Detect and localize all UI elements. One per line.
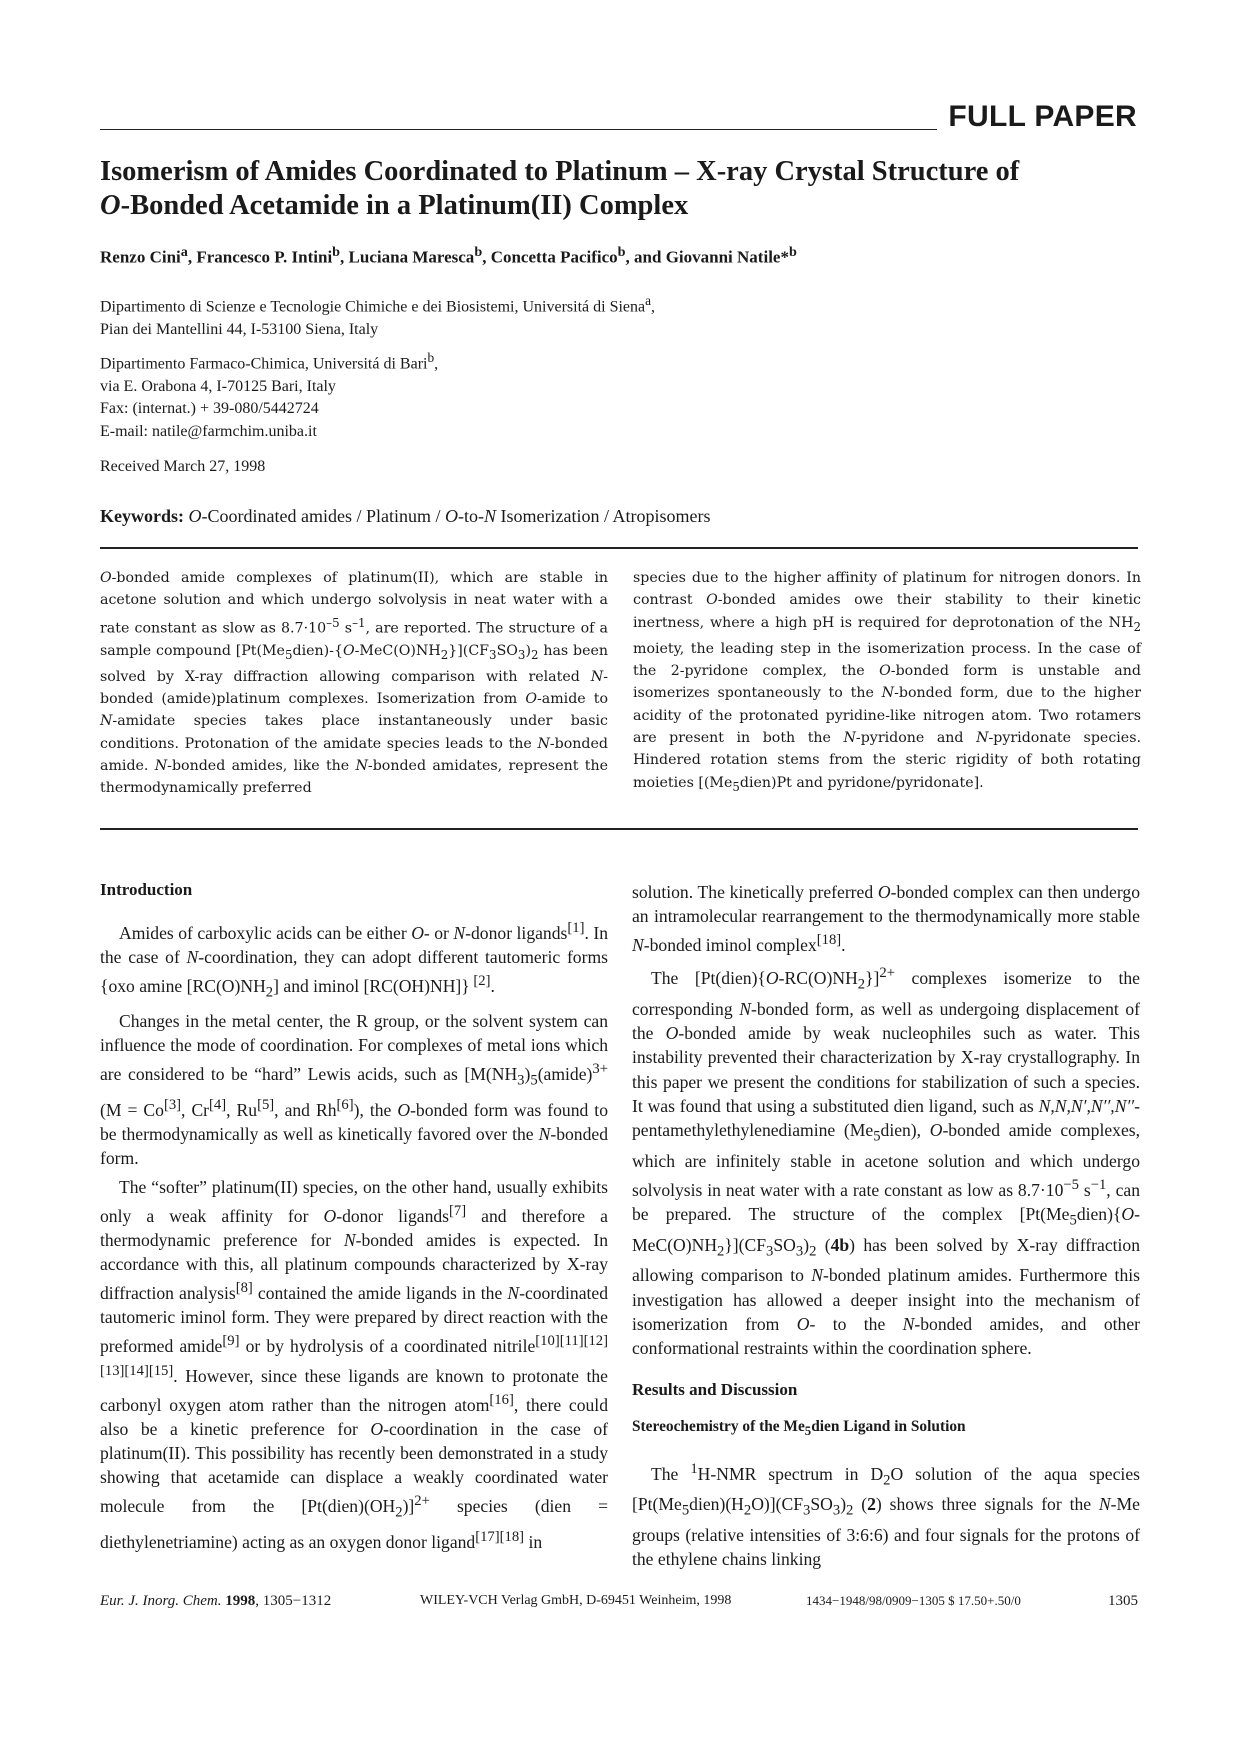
heading-stereochemistry: Stereochemistry of the $Me_5dien$ Ligand in Solution: [632, 1417, 966, 1438]
author-natile: , and Giovanni Natile*: [625, 247, 789, 267]
affil-marker: b: [617, 244, 626, 260]
abstract-left-column: O-bonded amide complexes of platinum(II), which are stable in acetone solution and which undergo solvolysis in neat water with a rate constant as slow as $8.7\cdot 10^{-5}$ $s^{-1}$, are reported. The structure of a sample compound $[Pt(Me_5dien)-\{O-MeC(O)NH_2\}](CF_3SO_3)_2$ has been solved by X-ray diffraction allowing comparison with related N-bonded (amide)platinum complexes. Isomerization from O-amide to N-amidate species takes place instantaneously under basic conditions. Protonation of the amidate species leads to the N-bonded amide. N-bonded amides, like the N-bonded amidates, represent the thermodynamically preferred: [100, 570, 609, 797]
keyword-italic: O: [444, 506, 458, 526]
title-line-1: Isomerism of Amides Coordinated to Platinum – X-ray Crystal Structure of: [100, 156, 1020, 187]
paragraph: The $[Pt(dien)\{O-RC(O)NH_2\}]^{2+}$ complexes isomerize to the corresponding N-bonded form, as well as undergoing displacement of the O-bonded amide by weak nucleophiles such as water. This instability prevented their characterization by X-ray crystallography. In this paper we present the conditions for stabilization of such a species. It was found that using a substituted dien ligand, such as N,N,N′,N′′,N′′-pentamethylethylenediamine $(Me_5dien)$, O-bonded amide complexes, which are infinitely stable in acetone solution and which undergo solvolysis in neat water with a rate constant as low as $8.7\cdot 10^{-5}$ $s^{-1}$, can be prepared. The structure of the complex $[Pt(Me_5dien)\{O-MeC(O)NH_2\}](CF_3SO_3)_2$ (4b) has been solved by X-ray diffraction allowing comparison to N-bonded platinum amides. Furthermore this investigation has allowed a deeper insight into the mechanism of isomerization from O- to the N-bonded amides, and other conformational restraints within the coordination sphere.: [632, 965, 1140, 1359]
title-italic-o: O: [100, 190, 121, 221]
heading-introduction: Introduction: [100, 880, 193, 899]
heading-results: Results and Discussion: [632, 1380, 798, 1400]
title-line-2: -Bonded Acetamide in a Platinum(II) Complex: [120, 190, 689, 221]
author-intini: , Francesco P. Intini: [187, 247, 333, 267]
fax-line: Fax: (internat.) + 39-080/5442724: [100, 400, 319, 418]
paragraph: solution. The kinetically preferred O-bonded complex can then undergo an intramolecular rearrangement to the thermodynamically more stable N-bonded iminol complex[18].: [632, 882, 1140, 956]
keyword-text: -to-: [457, 506, 484, 526]
keyword-italic: N: [483, 506, 496, 526]
author-maresca: , Luciana Maresca: [340, 247, 475, 267]
affil-punct: ,: [651, 298, 656, 316]
affil-marker: a: [645, 293, 652, 308]
keywords-line: [100, 506, 710, 527]
paragraph: The $^1$H-NMR spectrum in $D_2O$ solution of the aqua species $[Pt(Me_5dien)(H_2O)](CF_3SO_3)_2$ (2) shows three signals for the N-Me groups (relative intensities of 3:6:6) and four signals for the protons of the ethylene chains linking: [632, 1460, 1140, 1570]
paragraph: Amides of carboxylic acids can be either O- or N-donor ligands[1]. In the case of N-coordination, they can adopt different tautomeric forms {oxo amine $[RC(O)NH_2]$ and iminol [RC(OH)NH]} [2].: [100, 920, 609, 1001]
affil-2-line-2: via E. Orabona 4, I-70125 Bari, Italy: [100, 377, 336, 395]
affiliation-siena: [100, 290, 900, 341]
author-pacifico: , Concetta Pacifico: [482, 247, 618, 267]
publisher-line: WILEY-VCH Verlag GmbH, D-69451 Weinheim, 1998: [420, 1593, 732, 1608]
header-banner: [100, 100, 1137, 134]
affil-marker: b: [332, 244, 341, 260]
page-footer: [100, 1593, 1140, 1615]
affiliation-bari: [100, 347, 900, 443]
paragraph: Changes in the metal center, the R group, or the solvent system can influence the mode of coordination. For complexes of metal ions which are considered to be “hard” Lewis acids, such as [$M(NH_3)_5(amide)^{3+}$ (M = Co[3], Cr[4], Ru[5], and Rh[6]), the O-bonded form was found to be thermodynamically as well as kinetically favored over the N-bonded form.: [100, 1011, 608, 1169]
author-list: [100, 244, 1140, 268]
affil-1-line-2: Pian dei Mantellini 44, I-53100 Siena, Italy: [100, 320, 379, 338]
paragraph: The “softer” platinum(II) species, on the other hand, usually exhibits only a weak affinity for O-donor ligands[7] and therefore a thermodynamic preference for N-bonded amides is expected. In accordance with this, all platinum compounds characterized by X-ray diffraction analysis[8] contained the amide ligands in the N-coordinated tautomeric iminol form. They were prepared by direct reaction with the preformed amide[9] or by hydrolysis of a coordinated nitrile[10][11][12][13][14][15]. However, since these ligands are known to protonate the carbonyl oxygen atom rather than the nitrogen atom[16], there could also be a kinetic preference for O-coordination in the case of platinum(II). This possibility has recently been demonstrated in a study showing that acetamide can displace a weakly coordinated water molecule from the $[Pt(dien)(OH_2)]^{2+}$ species (dien = diethylenetriamine) acting as an oxygen donor ligand[17][18] in: [100, 1176, 609, 1552]
keyword-italic: O: [188, 506, 202, 526]
body-left-column: [100, 878, 608, 1558]
affil-marker: b: [788, 244, 797, 260]
affil-punct: ,: [434, 355, 439, 373]
issn-line: 1434−1948/98/0909−1305 $ 17.50+.50/0: [806, 1593, 1021, 1608]
body-right-column: [632, 880, 1140, 1575]
affil-1-line-1: Dipartimento di Scienze e Tecnologie Chimiche e dei Biosistemi, Universitá di Siena: [100, 298, 646, 316]
journal-name: Eur. J. Inorg. Chem.: [100, 1593, 222, 1609]
journal-citation: [100, 1593, 331, 1610]
abstract-right-column: species due to the higher affinity of platinum for nitrogen donors. In contrast O-bonded amides owe their stability to their kinetic inertness, where a high pH is required for deprotonation of the $NH_2$ moiety, the leading step in the isomerization process. In the case of the 2-pyridone complex, the O-bonded form is unstable and isomerizes spontaneously to the N-bonded form, due to the higher acidity of the protonated pyridine-like nitrogen atom. Two rotamers are present in both the N-pyridone and N-pyridonate species. Hindered rotation stems from the steric rigidity of both rotating moieties [$(Me_5dien)Pt$ and pyridone/pyridonate].: [633, 570, 1141, 794]
email-line: E-mail: natile@farmchim.uniba.it: [100, 422, 317, 440]
journal-year: 1998: [225, 1593, 256, 1609]
page-number: 1305: [1108, 1593, 1138, 1609]
section-label: FULL PAPER: [948, 100, 1137, 133]
keyword-text: -Coordinated amides / Platinum /: [201, 506, 445, 526]
abstract-top-rule: [100, 547, 1138, 549]
affil-marker: b: [427, 350, 435, 365]
keywords-label: Keywords:: [100, 506, 184, 526]
received-date: Received March 27, 1998: [100, 458, 266, 475]
journal-pages: , 1305−1312: [255, 1593, 332, 1609]
article-title: [100, 155, 1140, 223]
affil-marker: b: [474, 244, 483, 260]
keyword-text: Isomerization / Atropisomers: [495, 506, 711, 526]
affil-marker: a: [180, 244, 188, 260]
abstract-bottom-rule: [100, 828, 1138, 830]
author-cini: Renzo Cini: [100, 247, 181, 267]
affil-2-line-1: Dipartimento Farmaco-Chimica, Universitá di Bari: [100, 355, 428, 373]
header-rule: [100, 129, 937, 130]
